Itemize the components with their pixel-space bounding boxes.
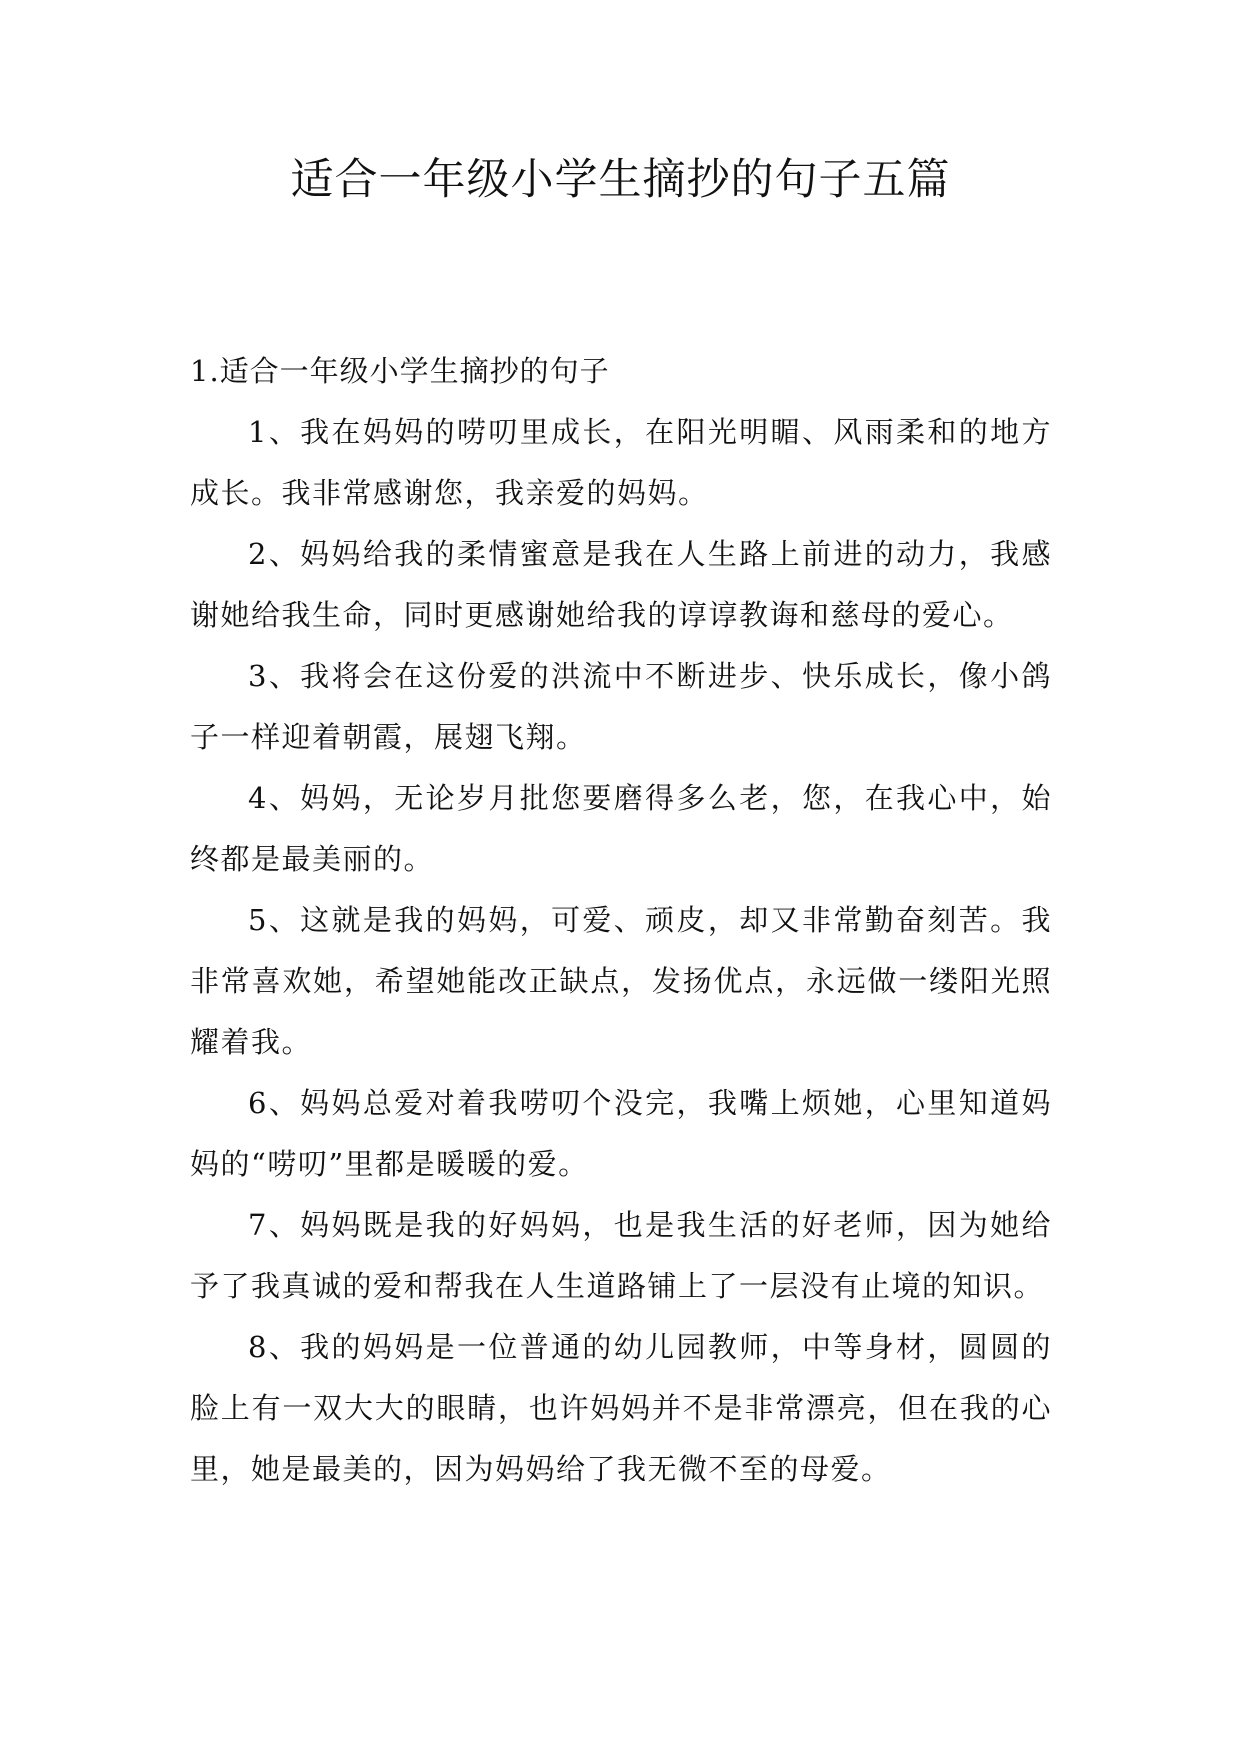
document-body: [190, 340, 1052, 1500]
paragraph-7: 7、妈妈既是我的好妈妈，也是我生活的好老师，因为她给予了我真诚的爱和帮我在人生道路铺上了一层没有止境的知识。: [190, 1208, 1052, 1303]
document-title: 适合一年级小学生摘抄的句子五篇: [290, 155, 951, 205]
paragraph-3: 3、我将会在这份爱的洪流中不断进步、快乐成长，像小鸽子一样迎着朝霞，展翅飞翔。: [190, 659, 1052, 754]
paragraph-4: 4、妈妈，无论岁月批您要磨得多么老，您，在我心中，始终都是最美丽的。: [190, 781, 1052, 876]
paragraph-5: 5、这就是我的妈妈，可爱、顽皮，却又非常勤奋刻苦。我非常喜欢她，希望她能改正缺点，发扬优点，永远做一缕阳光照耀着我。: [190, 903, 1052, 1059]
paragraph-1: 1、我在妈妈的唠叨里成长，在阳光明睸、风雨柔和的地方成长。我非常感谢您，我亲爱的妈妈。: [190, 415, 1052, 510]
paragraph-6: 6、妈妈总爱对着我唠叨个没完，我嘴上烦她，心里知道妈妈的“唠叨”里都是暖暖的爱。: [190, 1086, 1052, 1181]
section-heading: 1.适合一年级小学生摘抄的句子: [190, 354, 610, 388]
paragraph-2: 2、妈妈给我的柔情蜜意是我在人生路上前进的动力，我感谢她给我生命，同时更感谢她给我的谆谆教诲和慈母的爱心。: [190, 537, 1052, 632]
paragraph-8: 8、我的妈妈是一位普通的幼儿园教师，中等身材，圆圆的脸上有一双大大的眼睛，也许妈妈并不是非常漂亮，但在我的心里，她是最美的，因为妈妈给了我无微不至的母爱。: [190, 1330, 1052, 1486]
